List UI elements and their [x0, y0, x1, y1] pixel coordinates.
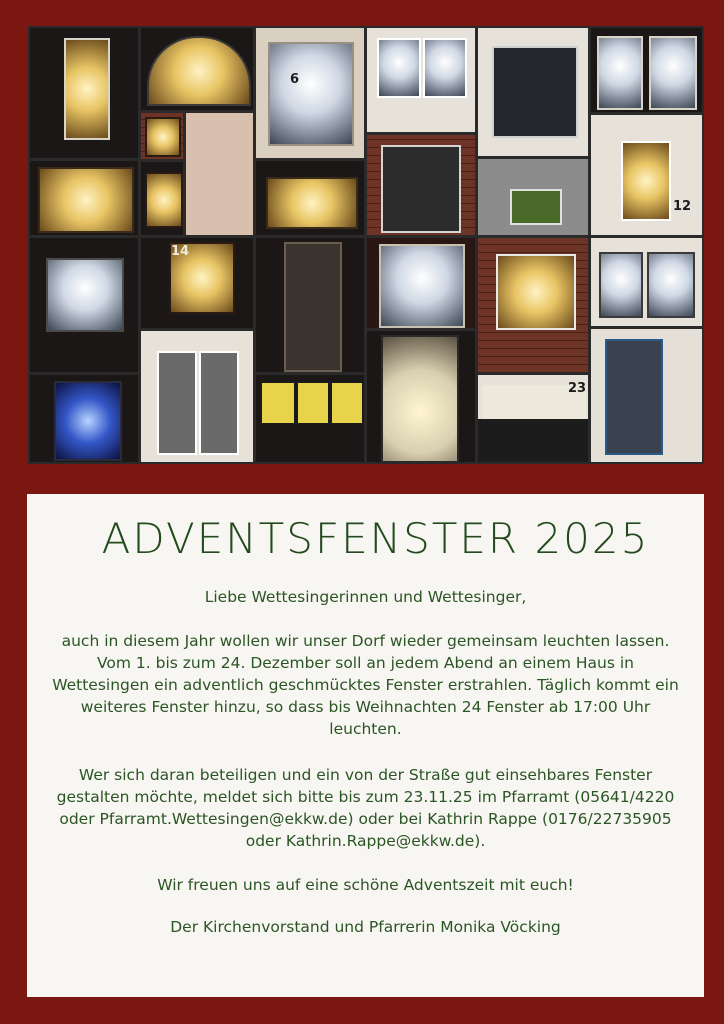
window-photo — [367, 135, 475, 235]
window-photo — [141, 238, 253, 328]
window-photo — [591, 28, 702, 112]
window-photo — [30, 161, 138, 235]
window-photo — [591, 238, 702, 326]
window-photo — [256, 161, 364, 235]
window-photo — [256, 238, 364, 372]
window-photo — [30, 238, 138, 372]
window-photo — [256, 375, 364, 462]
window-photo — [141, 113, 183, 159]
window-photo — [367, 331, 475, 462]
window-photo — [478, 238, 588, 372]
paragraph-participation: Wer sich daran beteiligen und ein von der Straße gut einsehbares Fenster gestalten möchte, meldet sich bitte bis zum 23.11.25 im Pfarramt (05641/4220 oder Pfarramt.Wettesingen@ekkw.de) oder bei Kathrin Rappe (0176/22735905 oder Kathrin.Rappe@ekkw.de). — [56, 766, 675, 850]
window-number-23: 23 — [568, 381, 587, 396]
page-title: ADVENTSFENSTER 2025 — [101, 514, 650, 563]
window-photo-collage — [28, 26, 704, 464]
window-number-14: 14 — [171, 244, 190, 259]
window-photo — [141, 162, 183, 235]
window-photo — [591, 329, 702, 462]
window-number-6: 6 — [290, 72, 300, 87]
window-photo — [30, 28, 138, 158]
window-number-12: 12 — [673, 199, 692, 214]
signature: Der Kirchenvorstand und Pfarrerin Monika Vöcking — [170, 918, 561, 936]
window-photo — [367, 28, 475, 132]
invitation-card — [27, 494, 704, 997]
window-photo — [591, 115, 702, 235]
greeting: Liebe Wettesingerinnen und Wettesinger, — [204, 588, 527, 606]
window-photo — [367, 238, 475, 328]
window-photo — [186, 113, 253, 235]
window-photo — [141, 331, 253, 462]
window-photo — [478, 159, 588, 235]
window-photo — [256, 28, 364, 158]
closing-line: Wir freuen uns auf eine schöne Adventszeit mit euch! — [157, 876, 574, 894]
window-photo — [478, 28, 588, 156]
window-photo — [141, 28, 253, 110]
window-photo — [30, 375, 138, 462]
paragraph-intro: auch in diesem Jahr wollen wir unser Dorf wieder gemeinsam leuchten lassen. Vom 1. bis zum 24. Dezember soll an jedem Abend an einem Haus in Wettesingen ein adventlich geschmücktes Fenster erstrahlen. Täglich kommt ein weiteres Fenster hinzu, so dass bis Weihnachten 24 Fenster ab 17:00 Uhr leuchten. — [52, 632, 679, 738]
window-photo — [478, 375, 588, 462]
